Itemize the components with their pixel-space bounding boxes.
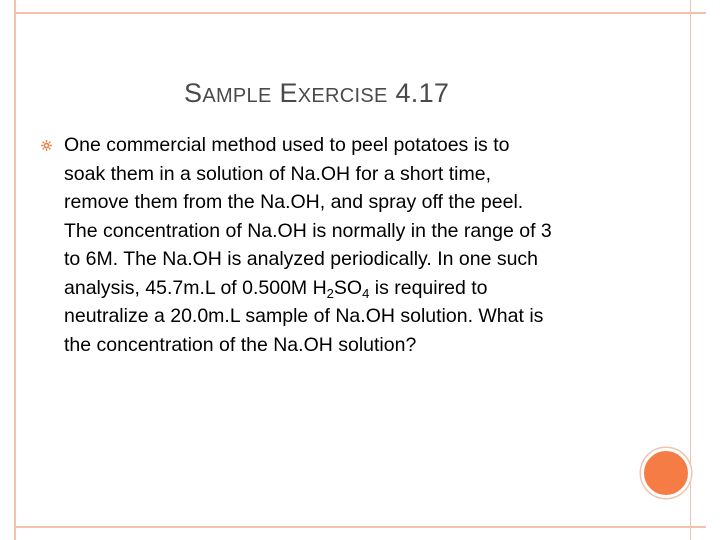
frame-left-line	[14, 0, 16, 540]
title-small-xercise: XERCISE	[297, 85, 388, 107]
subscript-4: 4	[362, 285, 370, 301]
subscript-2: 2	[326, 285, 334, 301]
text-line: to 6M. The Na.OH is analyzed periodically. In one such	[64, 248, 539, 270]
exercise-text	[64, 131, 684, 359]
orange-circle-ornament	[641, 448, 691, 498]
text-line: remove them from the Na.OH, and spray off the peel.	[64, 191, 524, 213]
text-line	[64, 274, 684, 303]
text-line: neutralize a 20.0m.L sample of Na.OH solution. What is	[64, 305, 544, 327]
text-line: soak them in a solution of Na.OH for a short time,	[64, 162, 492, 185]
title-number: 4.17	[387, 78, 450, 108]
title-small-ample: AMPLE	[202, 85, 272, 107]
slide-title	[184, 78, 449, 109]
text-fragment: is required to	[369, 276, 488, 299]
title-cap-s: S	[184, 78, 203, 108]
text-line: One commercial method used to peel potatoes is to	[64, 134, 510, 156]
text-fragment: SO	[333, 276, 363, 299]
sun-gear-bullet-icon	[41, 140, 52, 151]
title-cap-e: E	[279, 78, 298, 108]
frame-top-line	[14, 12, 706, 14]
right-decorative-strip	[690, 0, 704, 540]
text-line: the concentration of the Na.OH solution?	[64, 333, 417, 356]
frame-bottom-line	[14, 526, 706, 528]
text-fragment: analysis, 45.7m.L of 0.500M H	[64, 276, 327, 299]
text-line: The concentration of Na.OH is normally in the range of 3	[64, 219, 552, 242]
